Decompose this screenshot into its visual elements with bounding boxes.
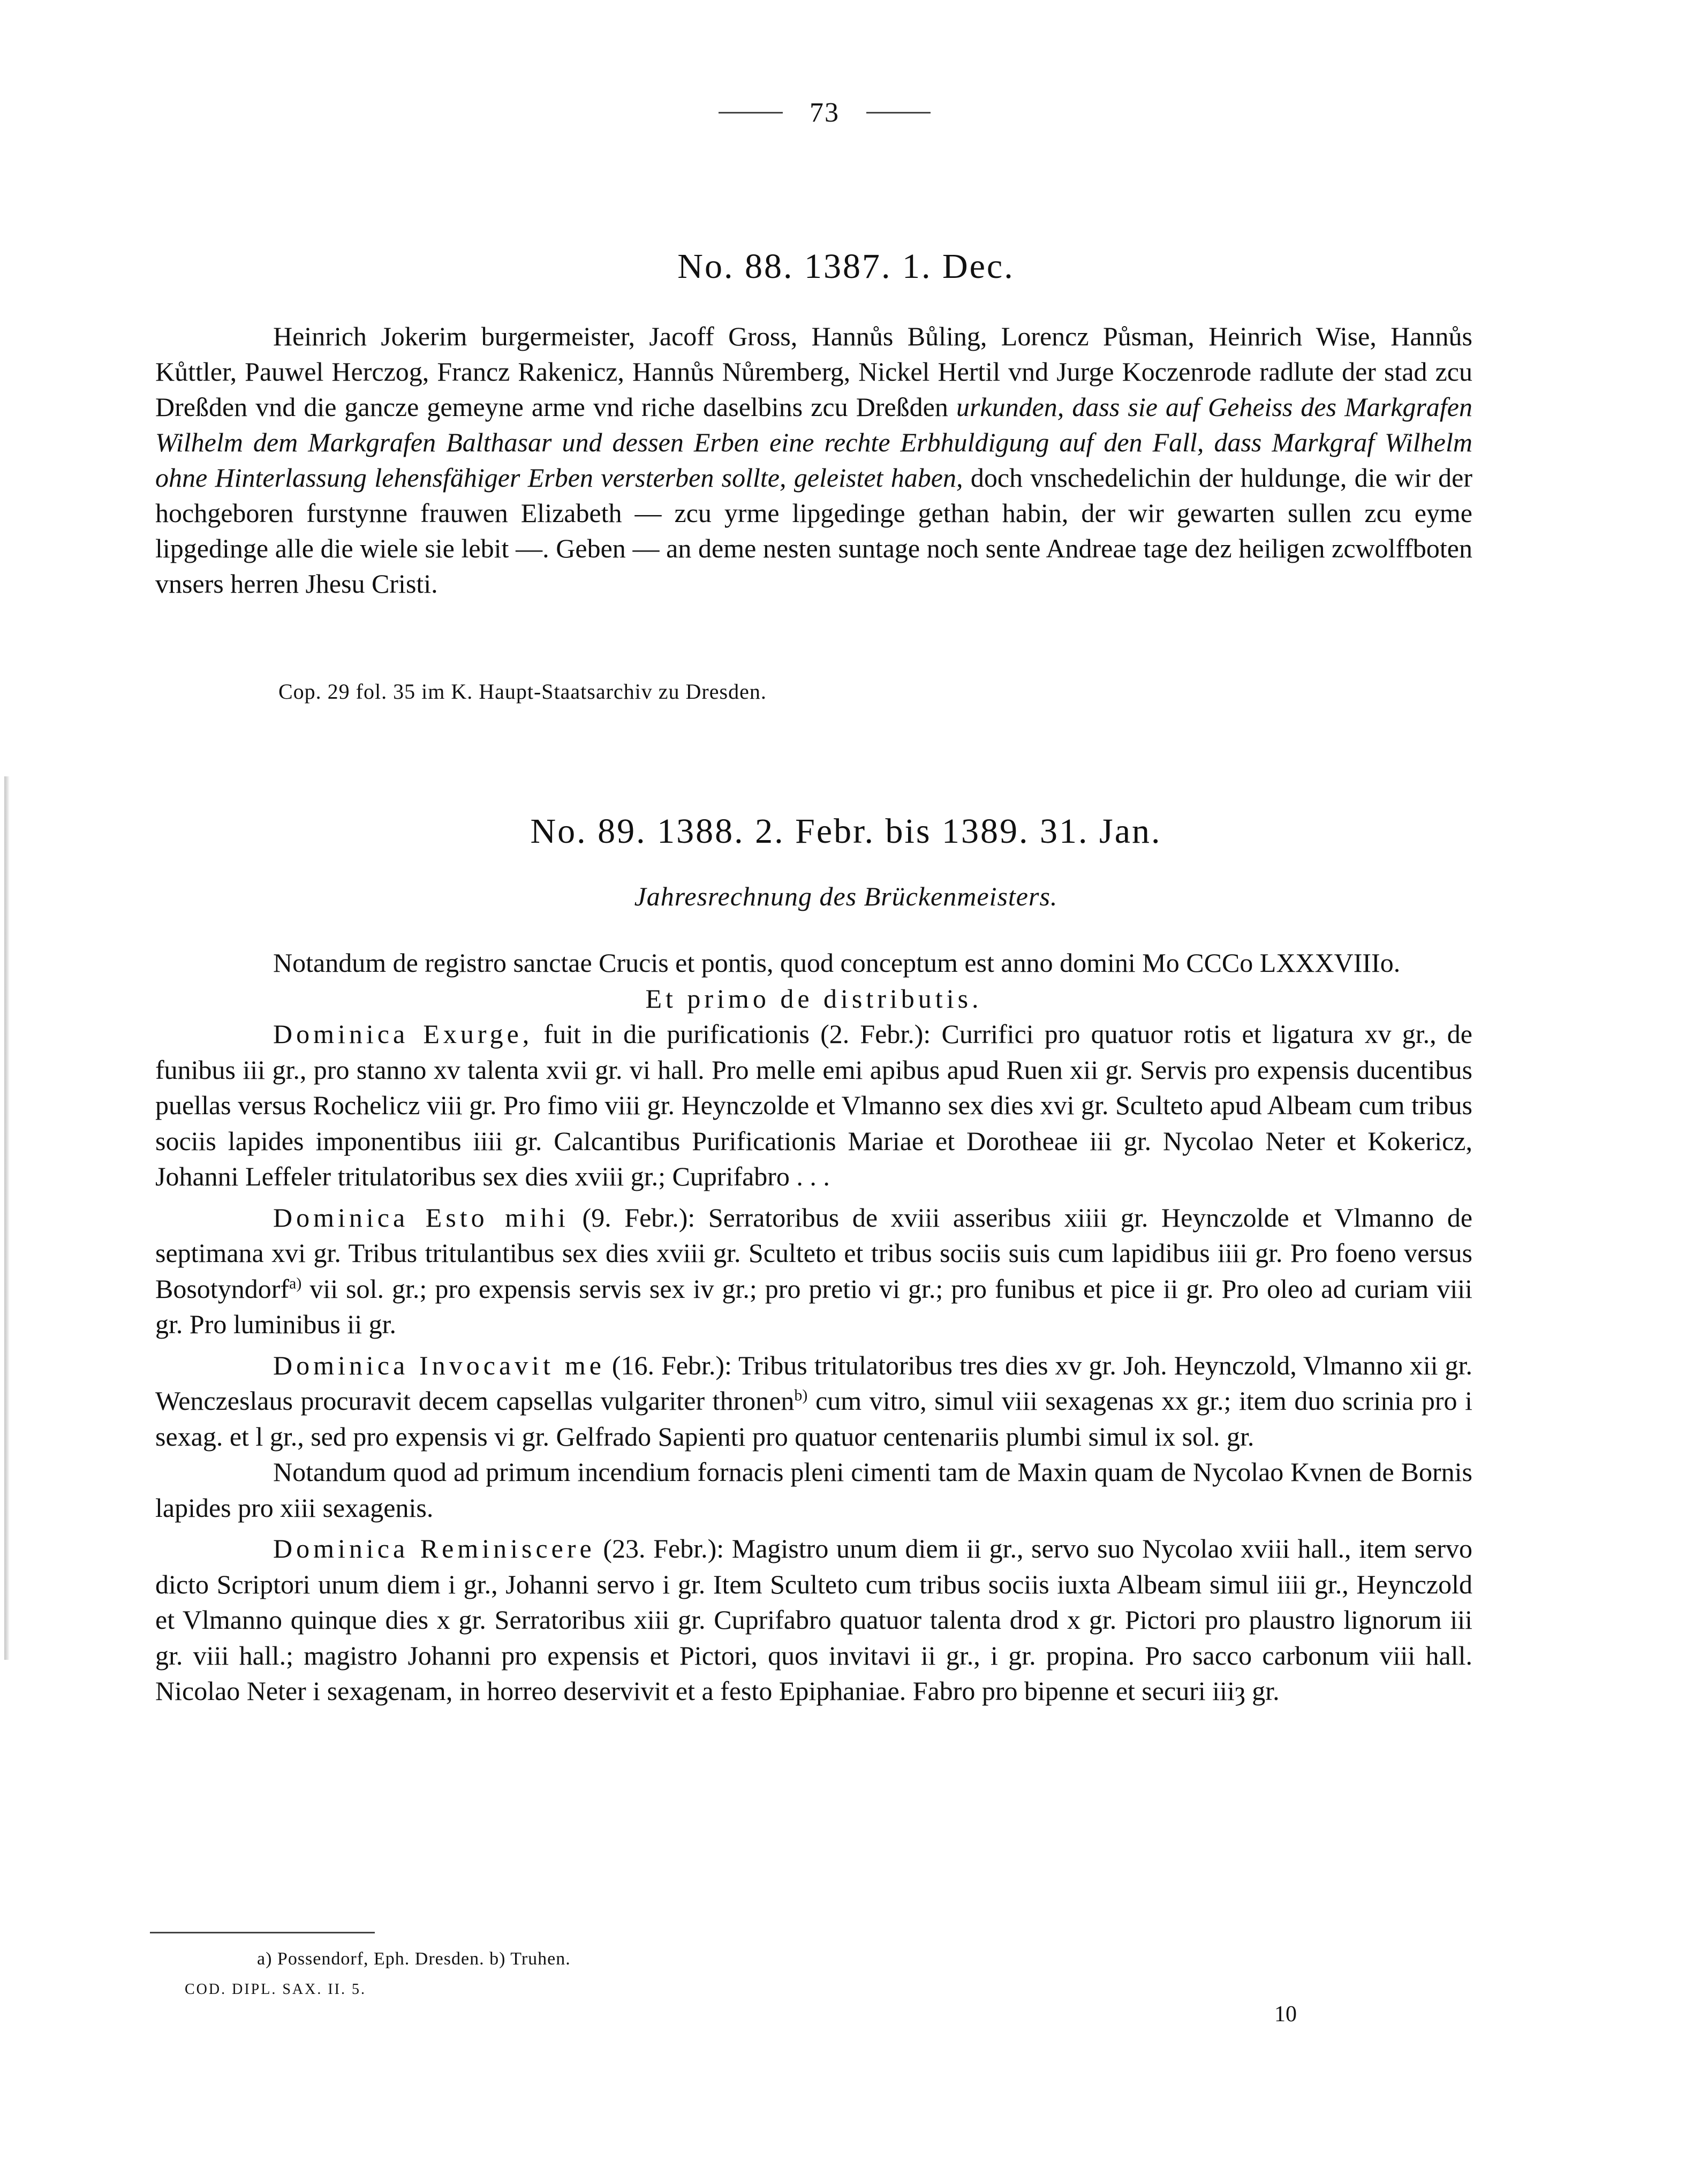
dominica-esto-mihi-title: Dominica Esto mihi <box>273 1202 569 1233</box>
dominica-esto-mihi-text-b: vii sol. gr.; pro expensis servis sex iv gr.; pro pretio vi gr.; pro funibus et pice ii gr. Pro oleo ad curiam viii gr. Pro luminibus ii gr. <box>155 1273 1472 1339</box>
header-rule-right <box>866 112 931 114</box>
page-header <box>685 94 964 131</box>
entry-89-heading: No. 89. 1388. 2. Febr. bis 1389. 31. Jan. <box>530 812 1162 851</box>
footnote-rule <box>150 1932 375 1933</box>
header-rule-left <box>719 112 783 114</box>
entry-89-dominica-invocavit <box>155 1348 1472 1455</box>
page-number: 73 <box>810 97 840 128</box>
entry-88-text-b: doch vnschedelichin der huldunge, die wir der hochgeboren furstynne frauwen Elizabeth — zcu yrme lipgedinge gethan habin, der wir gewarten sullen zcu eyme lipgedinge alle die wiele sie lebit —. Geben — an deme nesten suntage noch sente Andreae tage dez heiligen zcwolffboten vnsers herren Jhesu Cristi. <box>155 463 1472 599</box>
entry-89-body <box>155 945 1472 1709</box>
footnote-a-marker: a) <box>289 1274 302 1292</box>
entry-88-paragraph <box>155 319 1472 601</box>
dominica-invocavit-text-a: (16. Febr.): Tribus tritulatoribus tres dies xv gr. Joh. Heynczold, Vlmanno xii gr. Wenczeslaus procuravit decem capsellas vulgariter thronen <box>155 1350 1472 1416</box>
footnote-b-marker: b) <box>794 1386 808 1404</box>
entry-88-source: Cop. 29 fol. 35 im K. Haupt-Staatsarchiv zu Dresden. <box>278 679 767 704</box>
entry-89-intro: Notandum de registro sanctae Crucis et pontis, quod conceptum est anno domini Mo CCCo LXXXVIIIo. <box>273 948 1401 978</box>
entry-88-text-italic: urkunden, dass sie auf Geheiss des Markgrafen Wilhelm dem Markgrafen Balthasar und dessen Erben eine rechte Erbhuldigung auf den Fall, dass Markgraf Wilhelm ohne Hinterlassung lehensfähiger Erben versterben sollte, geleistet haben, <box>155 392 1472 493</box>
entry-89-subtitle: Jahresrechnung des Brückenmeisters. <box>634 881 1058 911</box>
dominica-exurge-title: Dominica Exurge, <box>273 1019 533 1049</box>
scan-binding-edge <box>4 776 10 1660</box>
dominica-exurge-text: fuit in die purificationis (2. Febr.): Currifici pro quatuor rotis et ligatura xv gr., de funibus iii gr., pro stanno xv talenta xvii gr. vi hall. Pro melle emi apibus apud Ruen xii gr. Servis pro expensis ducentibus puellas versus Rochelicz viii gr. Pro fimo viii gr. Heynczolde et Vlmanno sex dies xvi gr. Sculteto apud Albeam cum tribus sociis lapides imponentibus iiii gr. Calcantibus Purificationis Mariae et Dorotheae iii gr. Nycolao Neter et Kokericz, Johanni Leffeler tritulatoribus sex dies xviii gr.; Cuprifabro . . . <box>155 1019 1472 1191</box>
entry-89-section-title: Et primo de distributis. <box>645 983 982 1014</box>
dominica-reminiscere-text: (23. Febr.): Magistro unum diem ii gr., servo suo Nycolao xviii hall., item servo dicto Scriptori unum diem i gr., Johanni servo i gr. Item Sculteto cum tribus sociis iuxta Albeam simul iiii gr., Heynczold et Vlmanno quinque dies x gr. Serratoribus xiii gr. Cuprifabro quatuor talenta drod x gr. Pictori pro plaustro lignorum iii gr. viii hall.; magistro Johanni pro expensis et Pictori, quos invitavi ii gr., i gr. propina. Pro sacco carbonum viii hall. Nicolao Neter i sexagenam, in horreo deservivit et a festo Epiphaniae. Fabro pro bipenne et securi iiiȝ gr. <box>155 1533 1472 1706</box>
entry-88-heading: No. 88. 1387. 1. Dec. <box>677 247 1015 286</box>
entry-89-dominica-exurge <box>155 1016 1472 1195</box>
dominica-invocavit-title: Dominica Invocavit me <box>273 1350 605 1380</box>
entry-89-dominica-reminiscere <box>155 1531 1472 1709</box>
dominica-esto-mihi-text-a: (9. Febr.): Serratoribus de xviii asseribus xiiii gr. Heynczolde et Vlmanno de septimana xvi gr. Tribus tritulantibus sex dies xviii gr. Sculteto et tribus sociis suis cum lapidibus iiii gr. Pro foeno versus Bosotyndorf <box>155 1202 1473 1304</box>
entry-89-dominica-esto-mihi <box>155 1200 1472 1342</box>
signature-mark: COD. DIPL. SAX. II. 5. <box>185 1981 366 1998</box>
entry-88-body <box>155 319 1472 601</box>
footnotes: a) Possendorf, Eph. Dresden. b) Truhen. <box>257 1949 571 1969</box>
dominica-reminiscere-title: Dominica Reminiscere <box>273 1533 595 1563</box>
entry-89-notandum: Notandum quod ad primum incendium fornacis pleni cimenti tam de Maxin quam de Nycolao Kvnen de Bornis lapides pro xiii sexagenis. <box>155 1457 1472 1523</box>
dominica-invocavit-text-b: cum vitro, simul viii sexagenas xx gr.; item duo scrinia pro i sexag. et l gr., sed pro expensis vi gr. Gelfrado Sapienti pro quatuor centenariis plumbi simul ix sol. gr. <box>155 1386 1472 1452</box>
entry-88-text-a: Heinrich Jokerim burgermeister, Jacoff Gross, Hannůs Bůling, Lorencz Půsman, Heinrich Wise, Hannůs Kůttler, Pauwel Herczog, Francz Rakenicz, Hannůs Nůremberg, Nickel Hertil vnd Jurge Koczenrode radlute der stad zcu Dreßden vnd die gancze gemeyne arme vnd riche daselbins zcu Dreßden <box>155 321 1472 422</box>
sheet-number: 10 <box>1274 2002 1297 2027</box>
